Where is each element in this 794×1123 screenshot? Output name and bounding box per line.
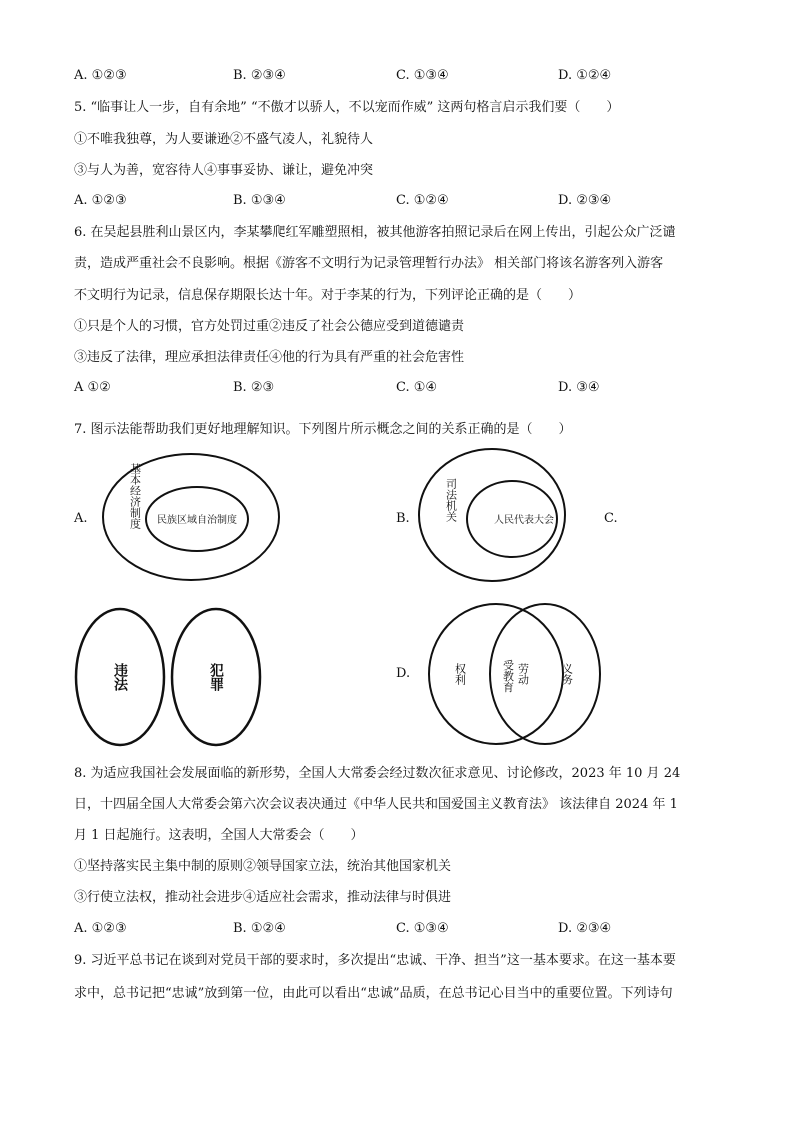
q4-option-c: C. ①③④ [396, 68, 449, 83]
q6-stem-line-3: 不文明行为记录，信息保存期限长达十年。对于李某的行为，下列评论正确的是（ ） [74, 288, 582, 303]
q5-statement-1: ①不唯我独尊，为人要谦逊②不盛气凌人，礼貌待人 [74, 132, 374, 147]
diagram-b-outer-label: 司法机关 [444, 478, 458, 522]
diagram-d-right-label: 义务 [560, 663, 574, 685]
q8-option-a: A. ①②③ [74, 921, 127, 936]
diagram-d-middle-label-1: 受教育 [501, 659, 515, 693]
q4-option-d: D. ①②④ [558, 68, 612, 83]
q8-stem-line-2: 日，十四届全国人大常委会第六次会议表决通过《中华人民共和国爱国主义教育法》 该法律自 2024 年 1 [74, 797, 678, 812]
diagram-c [76, 609, 260, 745]
diagram-d-left-label: 权利 [453, 663, 467, 685]
diagram-a-outer-label: 基本经济制度 [128, 463, 142, 529]
q8-statement-1: ①坚持落实民主集中制的原则②领导国家立法，统治其他国家机关 [74, 859, 452, 874]
q6-option-d: D. ③④ [558, 380, 600, 395]
q7-label-b: B. [396, 511, 410, 526]
q8-stem-line-3: 月 1 日起施行。这表明，全国人大常委会（ ） [74, 828, 364, 843]
q5-stem: 5. “临事让人一步，自有余地” “不傲才以骄人，不以宠而作威” 这两句格言启示我们要（ ） [74, 100, 620, 115]
q7-stem: 7. 图示法能帮助我们更好地理解知识。下列图片所示概念之间的关系正确的是（ ） [74, 422, 572, 437]
diagram-a [103, 454, 279, 580]
q8-option-c: C. ①③④ [396, 921, 449, 936]
q8-option-d: D. ②③④ [558, 921, 612, 936]
q7-label-c: C. [604, 511, 618, 526]
q5-option-a: A. ①②③ [74, 193, 127, 208]
q6-statement-1: ①只是个人的习惯，官方处罚过重②违反了社会公德应受到道德谴责 [74, 319, 465, 334]
diagram-b-inner-label: 人民代表大会 [494, 515, 554, 526]
diagram-b [419, 449, 565, 581]
q7-label-d: D. [396, 666, 411, 681]
q9-stem-line-2: 求中，总书记把“忠诚”放到第一位，由此可以看出“忠诚”品质，在总书记心目当中的重要位置。下列诗句 [74, 986, 673, 1001]
q4-option-b: B. ②③④ [233, 68, 286, 83]
q6-option-a: A ①② [74, 380, 111, 395]
q6-option-c: C. ①④ [396, 380, 438, 395]
q8-stem-line-1: 8. 为适应我国社会发展面临的新形势，全国人大常委会经过数次征求意见、讨论修改，2023 年 10 月 24 [74, 766, 681, 781]
q5-option-b: B. ①③④ [233, 193, 286, 208]
q5-option-d: D. ②③④ [558, 193, 612, 208]
q5-statement-2: ③与人为善，宽容待人④事事妥协、谦让，避免冲突 [74, 163, 374, 178]
diagram-d-left-circle [429, 604, 563, 744]
q7-label-a: A. [74, 511, 88, 526]
diagram-c-right-label: 犯罪 [208, 663, 224, 691]
q6-stem-line-2: 责，造成严重社会不良影响。根据《游客不文明行为记录管理暂行办法》 相关部门将该名游客列入游客 [74, 256, 664, 271]
diagram-d-middle-label-2: 劳动 [516, 663, 530, 685]
q6-option-b: B. ②③ [233, 380, 275, 395]
q6-statement-2: ③违反了法律，理应承担法律责任④他的行为具有严重的社会危害性 [74, 350, 465, 365]
diagram-a-inner-label: 民族区域自治制度 [157, 515, 237, 526]
q8-statement-2: ③行使立法权，推动社会进步④适应社会需求，推动法律与时俱进 [74, 890, 452, 905]
q6-stem-line-1: 6. 在吴起县胜利山景区内，李某攀爬红军雕塑照相，被其他游客拍照记录后在网上传出，引起公众广泛谴 [74, 225, 676, 240]
q4-option-a: A. ①②③ [74, 68, 127, 83]
q5-option-c: C. ①②④ [396, 193, 449, 208]
q8-option-b: B. ①②④ [233, 921, 286, 936]
diagram-c-left-label: 违法 [112, 663, 128, 691]
diagram-d [429, 604, 600, 744]
q9-stem-line-1: 9. 习近平总书记在谈到对党员干部的要求时，多次提出“忠诚、干净、担当”这一基本要求。在这一基本要 [74, 953, 676, 968]
